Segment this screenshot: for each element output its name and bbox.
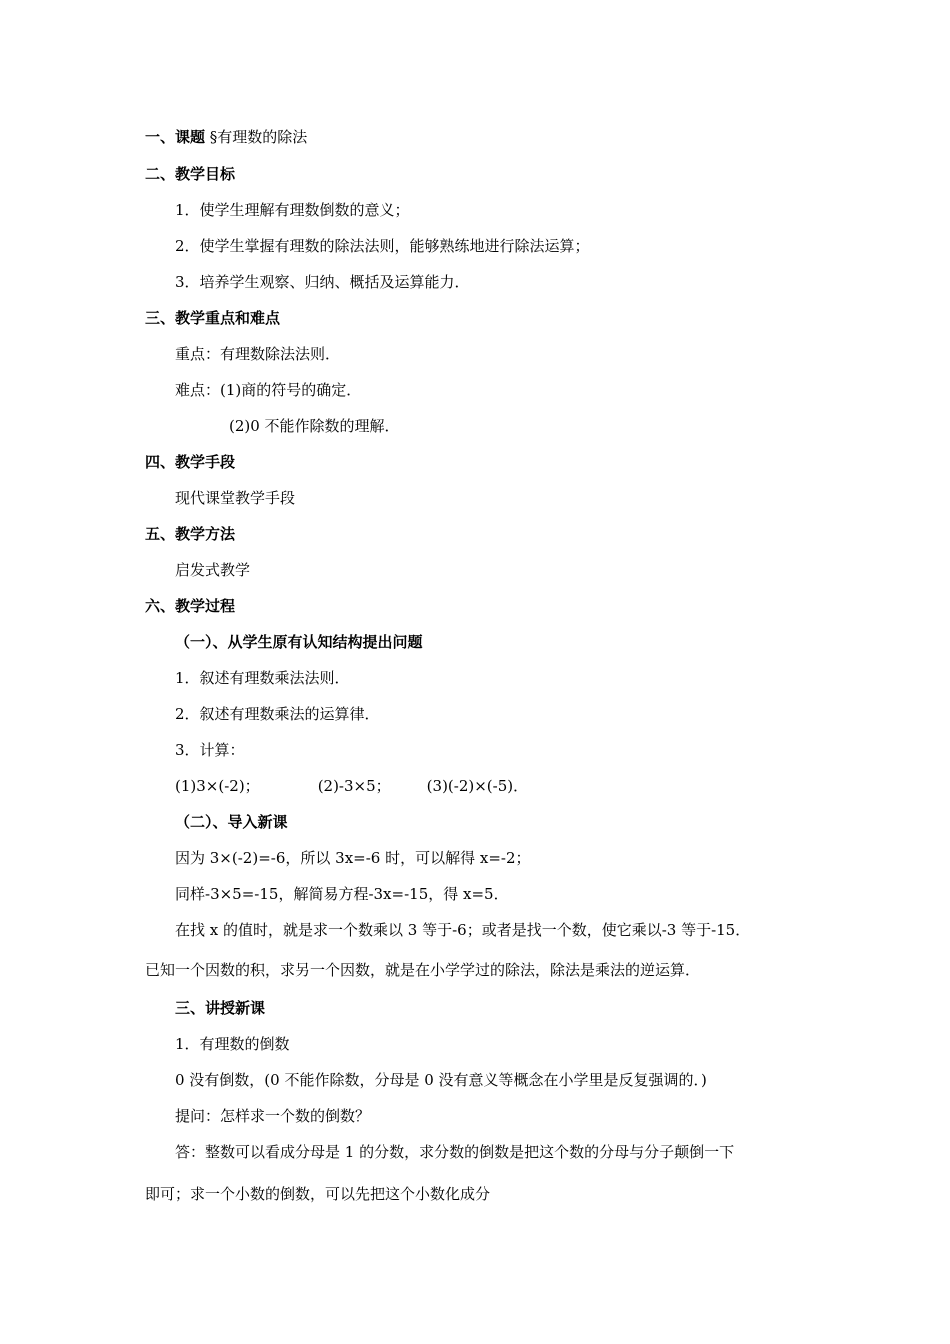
paragraph-text: 答：整数可以看成分母是 1 的分数，求分数的倒数是把这个数的分母与分子颠倒一下 bbox=[175, 1143, 735, 1161]
process-item: 2．叙述有理数乘法的运算律． bbox=[175, 705, 380, 723]
difficulty-text: 难点：(1)商的符号的确定． bbox=[175, 381, 362, 399]
paragraph-text: 已知一个因数的积，求另一个因数，就是在小学学过的除法，除法是乘法的逆运算． bbox=[145, 961, 701, 979]
objective-item: 3．培养学生观察、归纳、概括及运算能力． bbox=[175, 273, 470, 291]
section-title-topic bbox=[145, 127, 307, 147]
subsection-heading: 三、讲授新课 bbox=[175, 999, 266, 1017]
calculation-item: (1)3×(-2)； bbox=[175, 777, 260, 795]
paragraph-text: 在找 x 的值时，就是求一个数乘以 3 等于-6；或者是找一个数，使它乘以-3 等于-15． bbox=[175, 921, 751, 939]
section-heading-process: 六、教学过程 bbox=[145, 597, 236, 615]
process-item: 1．叙述有理数乘法法则． bbox=[175, 669, 350, 687]
calculation-row bbox=[175, 776, 528, 796]
section-heading-method: 五、教学方法 bbox=[145, 525, 236, 543]
section-heading-objectives: 二、教学目标 bbox=[145, 165, 236, 183]
key-point-text: 重点：有理数除法法则． bbox=[175, 345, 341, 363]
subsection-heading: （一）、从学生原有认知结构提出问题 bbox=[175, 633, 423, 651]
paragraph-text: 0 没有倒数，(0 不能作除数，分母是 0 没有意义等概念在小学里是反复强调的．) bbox=[175, 1071, 707, 1089]
topic-text: §有理数的除法 bbox=[209, 128, 308, 146]
paragraph-text: 因为 3×(-2)=-6，所以 3x=-6 时，可以解得 x=-2； bbox=[175, 849, 531, 867]
subsection-heading: （二）、导入新课 bbox=[175, 813, 288, 831]
objective-item: 2．使学生掌握有理数的除法法则，能够熟练地进行除法运算； bbox=[175, 237, 590, 255]
process-item: 3．计算： bbox=[175, 741, 245, 759]
section-heading-means: 四、教学手段 bbox=[145, 453, 236, 471]
calculation-item: (2)-3×5； bbox=[317, 777, 391, 795]
paragraph-text: 1．有理数的倒数 bbox=[175, 1035, 290, 1053]
paragraph-text: 同样-3×5=-15，解简易方程-3x=-15，得 x=5． bbox=[175, 885, 509, 903]
method-text: 启发式教学 bbox=[175, 561, 251, 579]
section-heading-key-points: 三、教学重点和难点 bbox=[145, 309, 281, 327]
paragraph-text: 即可；求一个小数的倒数，可以先把这个小数化成分 bbox=[145, 1185, 491, 1203]
calculation-item: (3)(-2)×(-5)． bbox=[426, 777, 529, 795]
paragraph-text: 提问：怎样求一个数的倒数？ bbox=[175, 1107, 371, 1125]
means-text: 现代课堂教学手段 bbox=[175, 489, 296, 507]
difficulty-text: (2)0 不能作除数的理解． bbox=[229, 417, 400, 435]
objective-item: 1．使学生理解有理数倒数的意义； bbox=[175, 201, 410, 219]
section-heading: 一、课题 bbox=[145, 128, 206, 146]
